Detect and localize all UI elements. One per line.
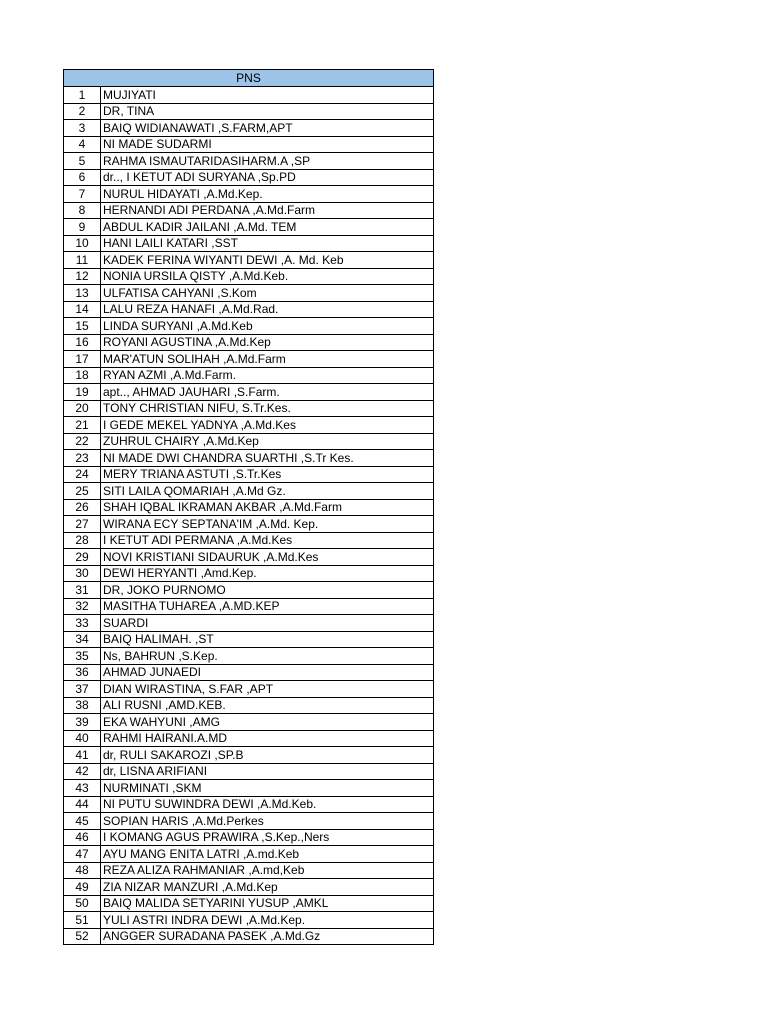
name-cell[interactable]: BAIQ HALIMAH. ,ST: [101, 631, 434, 648]
row-number-cell[interactable]: 48: [64, 862, 101, 879]
name-cell[interactable]: dr.., I KETUT ADI SURYANA ,Sp.PD: [101, 169, 434, 186]
table-row: [64, 780, 434, 797]
table-row: [64, 252, 434, 269]
row-number-cell[interactable]: 38: [64, 697, 101, 714]
name-cell[interactable]: DR, JOKO PURNOMO: [101, 582, 434, 599]
row-number-cell[interactable]: 20: [64, 400, 101, 417]
name-cell[interactable]: RYAN AZMI ,A.Md.Farm.: [101, 367, 434, 384]
row-number-cell[interactable]: 41: [64, 747, 101, 764]
row-number-cell[interactable]: 23: [64, 450, 101, 467]
table-row: [64, 730, 434, 747]
name-cell[interactable]: LINDA SURYANI ,A.Md.Keb: [101, 318, 434, 335]
name-cell[interactable]: dr, RULI SAKAROZI ,SP.B: [101, 747, 434, 764]
table-row: [64, 499, 434, 516]
table-row: [64, 681, 434, 698]
table-row: [64, 450, 434, 467]
row-number-cell[interactable]: 6: [64, 169, 101, 186]
table-row: [64, 829, 434, 846]
table-row: [64, 549, 434, 566]
row-number-cell[interactable]: 27: [64, 516, 101, 533]
table-row: [64, 202, 434, 219]
table-row: [64, 169, 434, 186]
name-cell[interactable]: KADEK FERINA WIYANTI DEWI ,A. Md. Keb: [101, 252, 434, 269]
row-number-cell[interactable]: 37: [64, 681, 101, 698]
name-cell[interactable]: RAHMI HAIRANI.A.MD: [101, 730, 434, 747]
name-cell[interactable]: dr, LISNA ARIFIANI: [101, 763, 434, 780]
row-number-cell[interactable]: 50: [64, 895, 101, 912]
name-cell[interactable]: AHMAD JUNAEDI: [101, 664, 434, 681]
row-number-cell[interactable]: 47: [64, 846, 101, 863]
row-number-cell[interactable]: 5: [64, 153, 101, 170]
row-number-cell[interactable]: 7: [64, 186, 101, 203]
name-cell[interactable]: ROYANI AGUSTINA ,A.Md.Kep: [101, 334, 434, 351]
row-number-cell[interactable]: 35: [64, 648, 101, 665]
name-cell[interactable]: MASITHA TUHAREA ,A.MD.KEP: [101, 598, 434, 615]
name-cell[interactable]: NURUL HIDAYATI ,A.Md.Kep.: [101, 186, 434, 203]
row-number-cell[interactable]: 51: [64, 912, 101, 929]
row-number-cell[interactable]: 22: [64, 433, 101, 450]
table-row: [64, 268, 434, 285]
name-cell[interactable]: ANGGER SURADANA PASEK ,A.Md.Gz: [101, 928, 434, 945]
table-row: [64, 747, 434, 764]
name-cell[interactable]: I KOMANG AGUS PRAWIRA ,S.Kep.,Ners: [101, 829, 434, 846]
row-number-cell[interactable]: 33: [64, 615, 101, 632]
table-row: [64, 516, 434, 533]
name-cell[interactable]: Ns, BAHRUN ,S.Kep.: [101, 648, 434, 665]
name-cell[interactable]: DIAN WIRASTINA, S.FAR ,APT: [101, 681, 434, 698]
table-row: [64, 417, 434, 434]
table-row: [64, 879, 434, 896]
name-cell[interactable]: NOVI KRISTIANI SIDAURUK ,A.Md.Kes: [101, 549, 434, 566]
pns-table: [63, 69, 434, 945]
row-number-cell[interactable]: 34: [64, 631, 101, 648]
table-row: [64, 219, 434, 236]
name-cell[interactable]: WIRANA ECY SEPTANA'IM ,A.Md. Kep.: [101, 516, 434, 533]
name-cell[interactable]: SITI LAILA QOMARIAH ,A.Md Gz.: [101, 483, 434, 500]
row-number-cell[interactable]: 28: [64, 532, 101, 549]
table-row: [64, 466, 434, 483]
table-row: [64, 186, 434, 203]
table-row: [64, 285, 434, 302]
row-number-cell[interactable]: 19: [64, 384, 101, 401]
table-row: [64, 301, 434, 318]
row-number-cell[interactable]: 8: [64, 202, 101, 219]
row-number-cell[interactable]: 21: [64, 417, 101, 434]
table-row: [64, 367, 434, 384]
name-cell[interactable]: apt.., AHMAD JAUHARI ,S.Farm.: [101, 384, 434, 401]
name-cell[interactable]: MUJIYATI: [101, 87, 434, 104]
table-row: [64, 912, 434, 929]
name-cell[interactable]: DEWI HERYANTI ,Amd.Kep.: [101, 565, 434, 582]
table-row: [64, 598, 434, 615]
row-number-cell[interactable]: 31: [64, 582, 101, 599]
table-row: [64, 153, 434, 170]
row-number-cell[interactable]: 26: [64, 499, 101, 516]
table-row: [64, 136, 434, 153]
row-number-cell[interactable]: 43: [64, 780, 101, 797]
table-row: [64, 87, 434, 104]
name-cell[interactable]: NURMINATI ,SKM: [101, 780, 434, 797]
row-number-cell[interactable]: 45: [64, 813, 101, 830]
table-row: [64, 565, 434, 582]
table-row: [64, 664, 434, 681]
row-number-cell[interactable]: 46: [64, 829, 101, 846]
name-cell[interactable]: SOPIAN HARIS ,A.Md.Perkes: [101, 813, 434, 830]
table-row: [64, 318, 434, 335]
table-row: [64, 384, 434, 401]
name-cell[interactable]: NI PUTU SUWINDRA DEWI ,A.Md.Keb.: [101, 796, 434, 813]
row-number-cell[interactable]: 13: [64, 285, 101, 302]
header-row: [64, 70, 434, 87]
table-header-pns[interactable]: PNS: [64, 70, 434, 87]
row-number-cell[interactable]: 4: [64, 136, 101, 153]
table-row: [64, 400, 434, 417]
row-number-cell[interactable]: 36: [64, 664, 101, 681]
row-number-cell[interactable]: 49: [64, 879, 101, 896]
row-number-cell[interactable]: 12: [64, 268, 101, 285]
table-row: [64, 714, 434, 731]
name-cell[interactable]: LALU REZA HANAFI ,A.Md.Rad.: [101, 301, 434, 318]
table-row: [64, 631, 434, 648]
table-row: [64, 483, 434, 500]
row-number-cell[interactable]: 3: [64, 120, 101, 137]
row-number-cell[interactable]: 44: [64, 796, 101, 813]
table-row: [64, 813, 434, 830]
name-cell[interactable]: TONY CHRISTIAN NIFU, S.Tr.Kes.: [101, 400, 434, 417]
table-row: [64, 928, 434, 945]
row-number-cell[interactable]: 25: [64, 483, 101, 500]
table-row: [64, 351, 434, 368]
table-row: [64, 120, 434, 137]
row-number-cell[interactable]: 9: [64, 219, 101, 236]
name-cell[interactable]: HANI LAILI KATARI ,SST: [101, 235, 434, 252]
table-row: [64, 697, 434, 714]
name-cell[interactable]: ZIA NIZAR MANZURI ,A.Md.Kep: [101, 879, 434, 896]
table-row: [64, 846, 434, 863]
name-cell[interactable]: REZA ALIZA RAHMANIAR ,A.md,Keb: [101, 862, 434, 879]
table-row: [64, 235, 434, 252]
row-number-cell[interactable]: 11: [64, 252, 101, 269]
name-cell[interactable]: I KETUT ADI PERMANA ,A.Md.Kes: [101, 532, 434, 549]
name-cell[interactable]: HERNANDI ADI PERDANA ,A.Md.Farm: [101, 202, 434, 219]
name-cell[interactable]: BAIQ WIDIANAWATI ,S.FARM,APT: [101, 120, 434, 137]
table-row: [64, 615, 434, 632]
name-cell[interactable]: DR, TINA: [101, 103, 434, 120]
name-cell[interactable]: EKA WAHYUNI ,AMG: [101, 714, 434, 731]
name-cell[interactable]: MAR'ATUN SOLIHAH ,A.Md.Farm: [101, 351, 434, 368]
row-number-cell[interactable]: 16: [64, 334, 101, 351]
table-row: [64, 796, 434, 813]
name-cell[interactable]: NI MADE DWI CHANDRA SUARTHI ,S.Tr Kes.: [101, 450, 434, 467]
row-number-cell[interactable]: 52: [64, 928, 101, 945]
row-number-cell[interactable]: 17: [64, 351, 101, 368]
row-number-cell[interactable]: 10: [64, 235, 101, 252]
name-cell[interactable]: ABDUL KADIR JAILANI ,A.Md. TEM: [101, 219, 434, 236]
row-number-cell[interactable]: 24: [64, 466, 101, 483]
name-cell[interactable]: RAHMA ISMAUTARIDASIHARM.A ,SP: [101, 153, 434, 170]
row-number-cell[interactable]: 42: [64, 763, 101, 780]
table-row: [64, 433, 434, 450]
spreadsheet-sheet: [63, 69, 433, 945]
name-cell[interactable]: ULFATISA CAHYANI ,S.Kom: [101, 285, 434, 302]
name-cell[interactable]: NONIA URSILA QISTY ,A.Md.Keb.: [101, 268, 434, 285]
row-number-cell[interactable]: 40: [64, 730, 101, 747]
table-row: [64, 582, 434, 599]
table-row: [64, 103, 434, 120]
table-row: [64, 334, 434, 351]
table-row: [64, 895, 434, 912]
row-number-cell[interactable]: 15: [64, 318, 101, 335]
row-number-cell[interactable]: 32: [64, 598, 101, 615]
row-number-cell[interactable]: 30: [64, 565, 101, 582]
table-body: [64, 87, 434, 945]
row-number-cell[interactable]: 39: [64, 714, 101, 731]
name-cell[interactable]: SUARDI: [101, 615, 434, 632]
name-cell[interactable]: SHAH IQBAL IKRAMAN AKBAR ,A.Md.Farm: [101, 499, 434, 516]
name-cell[interactable]: AYU MANG ENITA LATRI ,A.md.Keb: [101, 846, 434, 863]
name-cell[interactable]: ALI RUSNI ,AMD.KEB.: [101, 697, 434, 714]
name-cell[interactable]: BAIQ MALIDA SETYARINI YUSUP ,AMKL: [101, 895, 434, 912]
name-cell[interactable]: NI MADE SUDARMI: [101, 136, 434, 153]
table-row: [64, 648, 434, 665]
name-cell[interactable]: I GEDE MEKEL YADNYA ,A.Md.Kes: [101, 417, 434, 434]
row-number-cell[interactable]: 29: [64, 549, 101, 566]
row-number-cell[interactable]: 1: [64, 87, 101, 104]
row-number-cell[interactable]: 18: [64, 367, 101, 384]
row-number-cell[interactable]: 14: [64, 301, 101, 318]
name-cell[interactable]: ZUHRUL CHAIRY ,A.Md.Kep: [101, 433, 434, 450]
row-number-cell[interactable]: 2: [64, 103, 101, 120]
table-row: [64, 763, 434, 780]
name-cell[interactable]: YULI ASTRI INDRA DEWI ,A.Md.Kep.: [101, 912, 434, 929]
table-row: [64, 532, 434, 549]
name-cell[interactable]: MERY TRIANA ASTUTI ,S.Tr.Kes: [101, 466, 434, 483]
table-row: [64, 862, 434, 879]
